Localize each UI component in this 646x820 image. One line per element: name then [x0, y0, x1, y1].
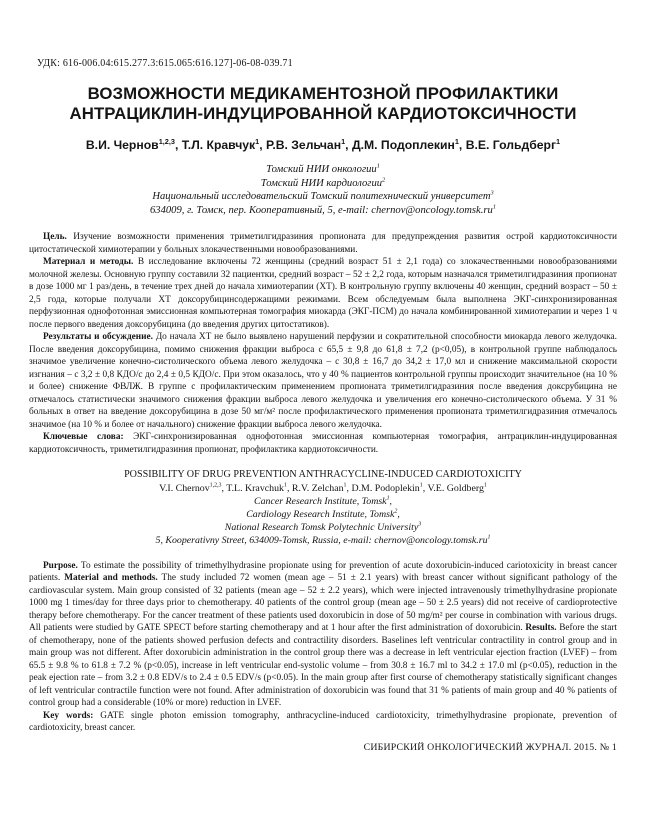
- segment-label: Material and methods.: [64, 573, 158, 584]
- paragraph-label: Ключевые слова:: [43, 432, 124, 443]
- author-ru: [266, 138, 352, 152]
- paragraph-label: Цель.: [43, 232, 67, 243]
- affiliation-line: [29, 495, 617, 508]
- affiliations-ru: [29, 163, 617, 217]
- author-en: [351, 483, 427, 494]
- affiliation-sup: 1: [386, 495, 390, 502]
- affiliation-sup: 3: [418, 521, 422, 528]
- paragraph-label: Материал и методы.: [43, 257, 134, 268]
- article-title-ru-line2: АНТРАЦИКЛИН-ИНДУЦИРОВАННОЙ КАРДИОТОКСИЧНОСТИ: [69, 103, 577, 123]
- affiliation-text: Томский НИИ онкологии: [266, 164, 377, 175]
- affiliation-sup: 2: [394, 508, 398, 515]
- affiliation-line-address: [29, 534, 617, 547]
- author-name: V.E. Goldberg: [427, 482, 484, 494]
- affiliation-line-address: [29, 204, 617, 218]
- author-affil-sup: 1: [483, 482, 487, 489]
- author-ru: [466, 138, 560, 152]
- abstract-paragraph-results-ru: [29, 331, 617, 431]
- author-affil-sup: 1: [556, 136, 561, 146]
- affiliation-sup: 1: [492, 203, 497, 211]
- article-title-ru-line1: ВОЗМОЖНОСТИ МЕДИКАМЕНТОЗНОЙ ПРОФИЛАКТИКИ: [87, 84, 559, 103]
- author-affil-sup: 1: [341, 136, 346, 146]
- affiliation-sup: 1: [487, 535, 491, 542]
- authors-en: [29, 482, 617, 495]
- article-title-ru: [29, 84, 617, 123]
- affiliation-after: ,: [389, 495, 392, 507]
- author-separator: ,: [259, 138, 267, 152]
- affiliation-address-email: 634009, г. Томск, пер. Кооперативный, 5, e-mail: chernov@oncology.tomsk.ru: [149, 204, 493, 216]
- paragraph-text: ЭКГ-синхронизированная однофотонная эмиссионная компьютерная томография, антрациклин-индуцированная кардиотоксичность, триметилгидразиния пропионат, профилактика кардиотоксичности.: [29, 432, 617, 455]
- abstract-paragraph-keywords-en: [29, 710, 617, 735]
- author-name: Т.Л. Кравчук: [181, 138, 256, 152]
- article-title-en: POSSIBILITY OF DRUG PREVENTION ANTHRACYCLINE-INDUCED CARDIOTOXICITY: [124, 469, 522, 481]
- paragraph-text: GATE single photon emission tomography, anthracycline-induced cardiotoxicity, trimethylhydrasine propionate, prevention of cardiotoxicity, breast cancer.: [29, 710, 617, 734]
- affiliation-line: [29, 190, 617, 204]
- author-affil-sup: 1: [419, 482, 423, 489]
- affiliation-text: Cardiology Research Institute, Tomsk: [246, 508, 395, 520]
- paragraph-label: Результаты и обсуждение.: [43, 332, 153, 343]
- affiliation-after: ,: [397, 508, 400, 520]
- author-separator: ,: [221, 482, 227, 494]
- affiliation-line: [29, 163, 617, 177]
- abstract-paragraph-purpose-ru: [29, 231, 617, 256]
- author-en: [427, 483, 486, 494]
- author-en: [292, 483, 352, 494]
- author-ru: [352, 138, 466, 152]
- author-affil-sup: 1,2,3: [209, 482, 222, 489]
- affiliation-text: National Research Tomsk Polytechnic University: [224, 522, 419, 534]
- affiliation-text: Томский НИИ кардиологии: [260, 177, 383, 189]
- author-affil-sup: 1: [454, 136, 459, 146]
- author-name: В.Е. Гольдберг: [465, 138, 557, 152]
- author-name: D.M. Podoplekin: [351, 482, 420, 494]
- author-separator: ,: [174, 138, 182, 152]
- abstract-ru: [29, 231, 617, 456]
- abstract-paragraph-en: [29, 560, 617, 710]
- affiliations-en: [29, 495, 617, 548]
- authors-ru: [29, 138, 617, 152]
- affiliation-line: [29, 508, 617, 521]
- author-affil-sup: 1: [283, 482, 287, 489]
- author-separator: ,: [422, 482, 428, 494]
- author-affil-sup: 1,2,3: [158, 136, 175, 146]
- paragraph-text: До начала ХТ не было выявлено нарушений перфузии и сократительной способности миокарда левого желудочка. После введения доксорубицина, помимо снижения фракции выброса с 65,5 ± 9,8 до 61,8 ± 7,2 (p<0,05), в контрольной группе наблюдалось значимое увеличение конечно-систолического объема левого желудочка – с 30,8 ± 16,7 до 34,2 ± 17,0 мл и снижение максимальной скорости изгнания – с 3,2 ± 0,8 КДО/с до 2,4 ± 0,5 КДО/с. При этом оказалось, что у 40 % пациентов контрольной группы происходит значительное (на 10 % и более) снижение ФВЛЖ. В группе с профилактическим применением пропионата триметилгидразиния после введения доксрубицина не отмечалось статистически значимого снижения фракции выброса левого желудочка и увеличения его конечно-систолического объема. У 31 % больных в ответ на введение доксорубицина в дозе 50 мг/м² после профилактического применения пропионата триметилгидразиния отмечалось значимое (на 10 % и более от начального) снижение фракции выброса левого желудочка.: [29, 332, 617, 430]
- author-name: Р.В. Зельчан: [266, 138, 342, 152]
- english-header: [29, 468, 617, 547]
- author-name: T.L. Kravchuk: [226, 482, 284, 494]
- segment-text: Before the start of chemotherapy, none of the patients showed perfusion defects and contractility disorders. Baselines left ventricular contractility in control group and in main group was not different. After doxorubicin administration in the control group there was a decrease in left ventricular ejection fraction (LVEF) – from 65.5 ± 9.8 % to 61.8 ± 7.2 % (p<0.05), increase in left ventricular end-systolic volume – from 30.8 ± 16.7 ml to 34.2 ± 17.0 ml (p<0.05), reduction in the peak ejection rate – from 3.2 ± 0.8 EDV/s to 2.4 ± 0.5 EDV/s (p<0.05). In the main group after first course of chemotherapy statistically significant changes of left ventricular contractile function were not found. After administration of doxorubicin was found that 31 % patients of main group and 40 % patients of control group had a considerable (10% or more) reduction in LVEF.: [29, 623, 618, 709]
- author-name: R.V. Zelchan: [291, 482, 344, 494]
- author-separator: ,: [286, 482, 292, 494]
- author-en: [159, 483, 226, 494]
- author-affil-sup: 1: [255, 136, 260, 146]
- affiliation-sup: 1: [376, 162, 380, 170]
- abstract-paragraph-keywords-ru: [29, 431, 617, 456]
- affiliation-sup: 3: [490, 189, 494, 197]
- author-separator: ,: [346, 482, 352, 494]
- author-name: В.И. Чернов: [85, 138, 159, 152]
- journal-footer: СИБИРСКИЙ ОНКОЛОГИЧЕСКИЙ ЖУРНАЛ. 2015. № 1: [363, 741, 617, 753]
- affiliation-text: Cancer Research Institute, Tomsk: [253, 495, 387, 507]
- paragraph-label: Key words:: [43, 710, 94, 721]
- author-name: Д.М. Подоплекин: [351, 138, 455, 152]
- segment-text: To estimate the possibility of trimethylhydrasine propionate using for prevention of acute doxorubicin-induced cariotoxicity in breast cancer patients.: [29, 560, 618, 584]
- segment-label: Purpose.: [43, 560, 78, 571]
- segment-label: Results.: [525, 623, 557, 634]
- author-en: [226, 483, 292, 494]
- author-ru: [86, 138, 182, 152]
- author-affil-sup: 1: [343, 482, 347, 489]
- affiliation-address-email: 5, Kooperativny Street, 634009-Tomsk, Russia, e-mail: chernov@oncology.tomsk.ru: [155, 535, 488, 547]
- author-separator: ,: [345, 138, 352, 152]
- author-ru: [182, 138, 266, 152]
- affiliation-line: [29, 177, 617, 191]
- author-separator: ,: [458, 138, 466, 152]
- abstract-en: [29, 560, 617, 735]
- author-name: V.I. Chernov: [159, 482, 210, 494]
- paragraph-text: В исследование включены 72 женщины (средний возраст 51 ± 2,1 года) со злокачественными новообразованиями молочной железы. Основную группу составили 32 пациентки, средний возраст – 52 ± 2,2 года, которым назначался триметилгидразиния пропионат в дозе 1000 мг 1 раз/день, в течение трех дней до начала химиотерапии (ХТ). В контрольную группу включены 40 женщин, средний возраст – 50 ± 2,5 года, которые получали ХТ доксорубицинсодержащими режимами. Всем обследуемым была выполнена ЭКГ-синхронизированная перфузионная однофотонная эмиссионная компьютерная томография миокарда (ЭКГ-ПСМ) до начала комбинированной химиотерапии и через 1 ч после первого введения доксорубицина (до введения других цитостатиков).: [29, 257, 617, 330]
- affiliation-text: Национальный исследовательский Томский политехнический университет: [152, 191, 491, 203]
- udc-code: УДК: 616-006.04:615.277.3:615.065:616.127]-06-08-039.71: [37, 58, 293, 69]
- abstract-paragraph-methods-ru: [29, 256, 617, 331]
- affiliation-line: [29, 521, 617, 534]
- affiliation-sup: 2: [382, 176, 386, 184]
- segment-text: The study included 72 women (mean age – 51 ± 2.1 years) with breast cancer without significant pathology of the cardiovascular system. Main group consisted of 32 patients (mean age – 52 ± 2.2 years), which were injected intravenously trimethylhydrasine propionate 1000 mg 1 times/day for three days prior to chemotherapy. 40 patients of the control group (mean age – 50 ± 2.5 years) did not receive of cardioprotective therapy before chemotherapy. For the cancer treatment of these patients used doxorubicin in dose of 50 mg/m² per course in combination with various drugs. All patients were studied by GATE SPECT before starting chemotherapy and at 1 hour after the first administration of doxorubicin.: [29, 573, 618, 634]
- paragraph-text: Изучение возможности применения триметилгидразиния пропионата для предупреждения развития острой кардиотоксичности цитостатической химиотерапии у больных злокачественными новообразованиями.: [29, 232, 617, 255]
